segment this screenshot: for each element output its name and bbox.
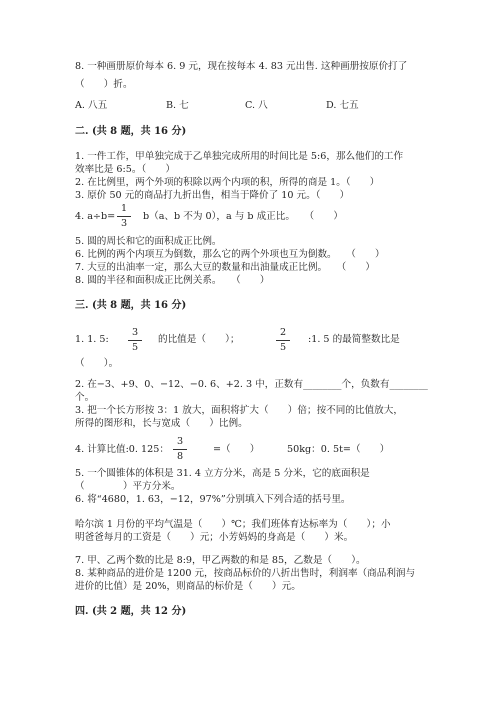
s3-question-3-line2: 所得的图形和，长与宽成（ ）比例。	[75, 418, 248, 429]
s2-question-3: 3. 原价 50 元的商品打九折出售，相当于降价了 10 元。（ ）	[75, 190, 350, 201]
question-8-text-line2: （ ）折。	[75, 79, 133, 90]
option-b: B. 七	[166, 100, 189, 111]
s3-question-1-suffix: :1. 5 的最简整数比是	[308, 334, 400, 345]
fraction-denominator: 3	[120, 218, 128, 229]
fraction-denominator: 8	[176, 451, 184, 462]
fraction-numerator: 3	[131, 327, 139, 338]
s3-question-2-line2: 个。	[75, 392, 95, 403]
s3-question-3-line1: 3. 把一个长方形按 3：1 放大，面积将扩大（ ）倍；按不同的比值放大，	[75, 405, 403, 416]
s2-question-2: 2. 在比例里，两个外项的积除以两个内项的积，所得的商是 1。（ ）	[75, 177, 380, 188]
section-3-heading: 三. (共 8 题，共 16 分)	[75, 300, 187, 311]
s3-question-4-fraction	[173, 436, 187, 463]
fraction-bar	[117, 216, 131, 217]
fraction-numerator: 3	[176, 436, 184, 447]
s2-question-1-line2: 效率比是 6:5。（ ）	[75, 164, 176, 175]
s3-question-4-middle: =（ ）	[213, 444, 260, 455]
s2-question-4-fraction	[117, 203, 131, 230]
s3-question-6: 6. 将“4680，1. 63，−12，97%”分别填入下列合适的括号里。	[75, 494, 351, 505]
question-8-text-line1: 8. 一种画册原价每本 6. 9 元，现在按每本 4. 83 元出售. 这种画册按原价打了	[75, 61, 408, 72]
section-4-heading: 四. (共 2 题，共 12 分)	[75, 606, 187, 617]
s2-question-4-suffix: b（a、b 不为 0），a 与 b 成正比。 （ ）	[143, 211, 343, 222]
s3-question-6-text-line2: 明爸爸每月的工资是（ ）元；小芳妈妈的身高是（ ）米。	[75, 532, 354, 543]
s3-question-5-line2: （ ）平方分米。	[75, 481, 181, 492]
fraction-numerator: 2	[279, 327, 287, 338]
s2-question-7: 7. 大豆的出油率一定，那么大豆的数量和出油量成正比例。 （ ）	[75, 262, 376, 273]
s2-question-4-prefix: 4. a÷b=	[75, 211, 116, 222]
fraction-bar	[173, 449, 187, 450]
fraction-bar	[128, 340, 142, 341]
section-2-heading: 二. (共 8 题，共 16 分)	[75, 126, 187, 137]
fraction-numerator: 1	[120, 203, 128, 214]
s3-question-8-line2: 进价的比值）是 20%，则商品的标价是（ ）元。	[75, 581, 301, 592]
s3-question-2-line1: 2. 在−3、+9、0、−12、−0. 6、+2. 3 中，正数有________个，负数有________	[75, 379, 428, 390]
s2-question-6: 6. 比例的两个内项互为倒数，那么它的两个外项也互为倒数。 （ ）	[75, 249, 385, 260]
s3-question-1-fraction-2	[276, 327, 290, 354]
fraction-denominator: 5	[279, 342, 287, 353]
s3-question-1-middle: 的比值是（ ）；	[158, 334, 240, 345]
s3-question-8-line1: 8. 某种商品的进价是 1200 元，按商品标价的八折出售时，利润率（商品利润与	[75, 568, 416, 579]
option-c: C. 八	[245, 100, 268, 111]
s2-question-5: 5. 圆的周长和它的面积成正比例。	[75, 236, 222, 247]
s3-question-7: 7. 甲、乙两个数的比是 8:9，甲乙两数的和是 85，乙数是（ ）。	[75, 555, 366, 566]
fraction-denominator: 5	[131, 342, 139, 353]
option-a: A. 八五	[75, 100, 108, 111]
s3-question-5-line1: 5. 一个圆锥体的体积是 31. 4 立方分米，高是 5 分米，它的底面积是	[75, 468, 370, 479]
s3-question-1-line2: （ ）。	[75, 358, 119, 369]
s3-question-6-text-line1: 哈尔滨 1 月份的平均气温是（ ）℃；我们班体育达标率为（ ）；小	[75, 519, 391, 530]
s2-question-1-line1: 1. 一件工作，甲单独完成于乙单独完成所用的时间比是 5:6，那么他们的工作	[75, 151, 404, 162]
option-d: D. 七五	[326, 100, 359, 111]
s3-question-4-prefix: 4. 计算比值:0. 125：	[75, 444, 169, 455]
s3-question-1-fraction-1	[128, 327, 142, 354]
s3-question-4-suffix: 50kg：0. 5t=（ ）	[287, 444, 390, 455]
s3-question-1-prefix: 1. 1. 5:	[75, 334, 109, 345]
s2-question-8: 8. 圆的半径和面积成正比例关系。 （ ）	[75, 275, 270, 286]
fraction-bar	[276, 340, 290, 341]
